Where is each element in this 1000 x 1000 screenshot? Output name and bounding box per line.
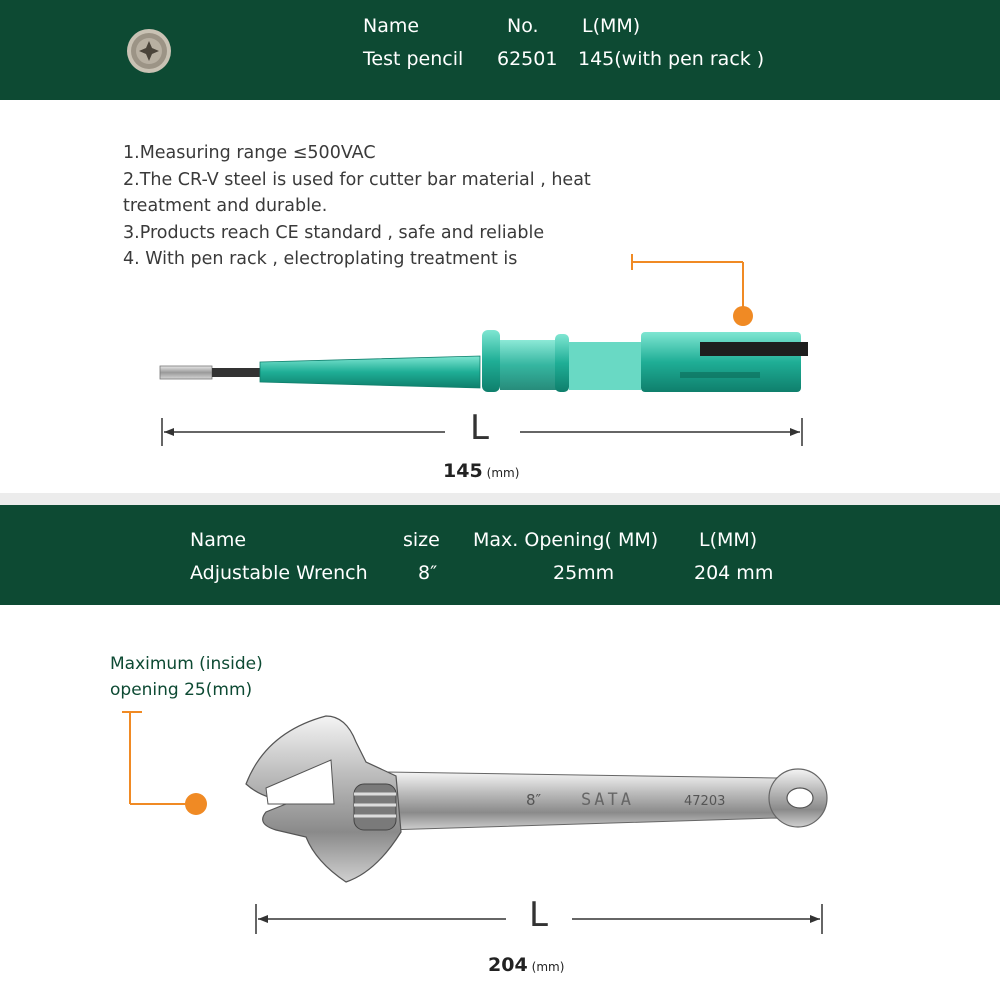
name-column-label: Name (363, 15, 420, 37)
wrench-brand-engraving: SATA (581, 790, 634, 810)
adjustable-wrench-illustration (236, 712, 836, 882)
pencil-length-unit: (mm) (486, 466, 520, 480)
number-column-label: No. (507, 15, 539, 37)
number-value: 62501 (497, 48, 558, 70)
test-pencil-illustration (160, 326, 820, 406)
pencil-length-symbol: L (470, 408, 489, 448)
callout-line-2: opening 25(mm) (110, 680, 253, 700)
wrench-length-value (488, 954, 564, 976)
wrench-size-engraving: 8″ (526, 791, 542, 809)
feature-line: 4. With pen rack , electroplating treatment is (123, 249, 518, 269)
size-column-label: size (403, 529, 440, 551)
worm-gear (354, 784, 396, 830)
length-value: 204 mm (694, 562, 774, 584)
wrench-length-unit: (mm) (531, 960, 565, 974)
wrench-length-number: 204 (488, 954, 528, 976)
opening-value: 25mm (553, 562, 615, 584)
test-pencil-spec-header (0, 0, 1000, 100)
wrench-length-symbol: L (529, 895, 548, 935)
feature-list (123, 140, 591, 273)
name-column-label: Name (190, 529, 247, 551)
feature-line: treatment and durable. (123, 196, 328, 216)
name-value: Adjustable Wrench (190, 562, 368, 584)
size-value: 8″ (418, 562, 438, 584)
wrench-model-engraving: 47203 (684, 794, 726, 809)
max-opening-callout-line (120, 712, 220, 822)
opening-column-label: Max. Opening( MM) (473, 529, 659, 551)
feature-line: 3.Products reach CE standard , safe and reliable (123, 222, 545, 243)
name-value: Test pencil (363, 48, 464, 70)
callout-line-1: Maximum (inside) (110, 654, 263, 674)
pencil-length-value (443, 460, 519, 482)
wrench-spec-header (0, 505, 1000, 605)
feature-line: 2.The CR-V steel is used for cutter bar material , heat (123, 169, 591, 190)
screw-icon (126, 28, 172, 74)
length-column-label: L(MM) (582, 15, 641, 37)
length-column-label: L(MM) (699, 529, 758, 551)
feature-line: 1.Measuring range ≤500VAC (123, 143, 376, 163)
section-divider (0, 493, 1000, 505)
pencil-length-number: 145 (443, 460, 483, 482)
length-value: 145(with pen rack ) (578, 48, 765, 70)
max-opening-callout (110, 651, 263, 703)
pen-rack-callout-line (628, 252, 768, 332)
